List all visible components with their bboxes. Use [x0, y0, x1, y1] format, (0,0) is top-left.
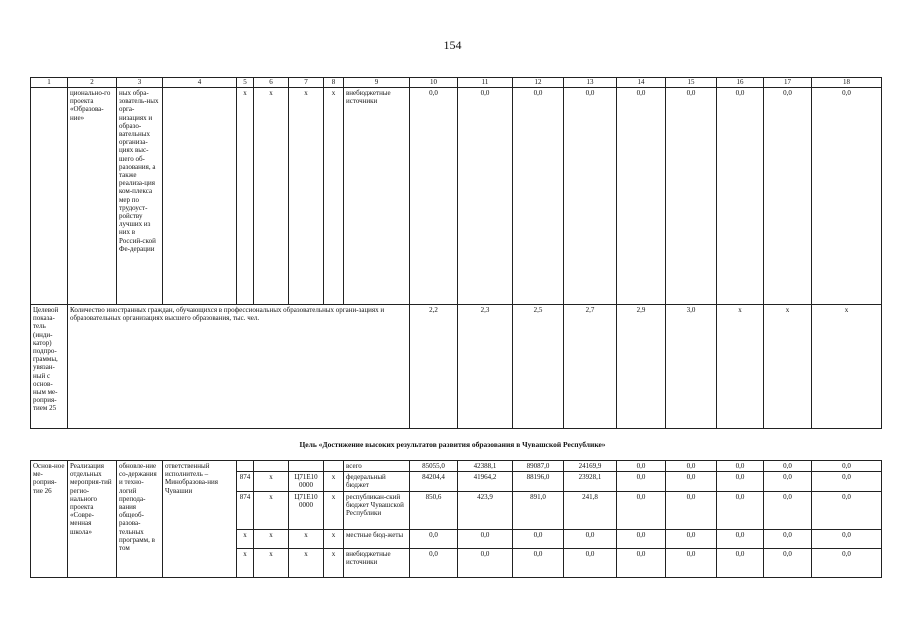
value-cell: 0,0 — [764, 529, 812, 548]
indicator-row — [31, 305, 882, 429]
value-cell: 0,0 — [717, 529, 764, 548]
col-header: 18 — [812, 78, 882, 88]
budget-table-bottom — [30, 460, 882, 578]
value-cell: 0,0 — [666, 88, 717, 305]
event-number-cell: Основ-ное ме-роприя-тие 26 — [31, 461, 68, 578]
cell: x — [254, 529, 289, 548]
value-cell: 0,0 — [458, 548, 513, 577]
value-cell: 0,0 — [458, 529, 513, 548]
col-header: 1 — [31, 78, 68, 88]
value-cell: 0,0 — [458, 88, 513, 305]
col-header: 15 — [666, 78, 717, 88]
cell — [254, 461, 289, 472]
value-cell: 23928,1 — [564, 472, 617, 491]
event-name-cell: Реализация отдельных мероприя-тий регио-нального проекта «Совре-менная школа» — [68, 461, 117, 578]
source-cell: республикан-ский бюджет Чувашской Республики — [344, 491, 410, 529]
value-cell: 0,0 — [764, 88, 812, 305]
cell-empty — [163, 88, 237, 305]
col-header: 13 — [564, 78, 617, 88]
col-header: 8 — [324, 78, 344, 88]
value-cell: 0,0 — [764, 472, 812, 491]
col-header: 5 — [237, 78, 254, 88]
cell: Ц71Е10 0000 — [289, 491, 324, 529]
cell: x — [237, 88, 254, 305]
value-cell: 85055,0 — [410, 461, 458, 472]
indicator-value: 3,0 — [666, 305, 717, 429]
value-cell: 0,0 — [666, 491, 717, 529]
value-cell: 0,0 — [564, 548, 617, 577]
value-cell: 24169,9 — [564, 461, 617, 472]
source-cell: внебюджетные источники — [344, 88, 410, 305]
indicator-text: Количество иностранных граждан, обучающихся в профессиональных образовательных органи-зациях и образовательных организациях высшего образования, тыс. чел. — [68, 305, 410, 429]
value-cell: 0,0 — [812, 529, 882, 548]
value-cell: 88196,0 — [513, 472, 564, 491]
indicator-value: x — [764, 305, 812, 429]
cell: 874 — [237, 472, 254, 491]
value-cell: 0,0 — [717, 88, 764, 305]
cell: x — [237, 548, 254, 577]
project-name-cell: ционально-го проекта «Образова-ние» — [68, 88, 117, 305]
source-cell: внебюджетные источники — [344, 548, 410, 577]
value-cell: 0,0 — [564, 529, 617, 548]
indicator-value: 2,9 — [617, 305, 666, 429]
indicator-value: x — [812, 305, 882, 429]
value-cell: 0,0 — [666, 548, 717, 577]
value-cell: 0,0 — [410, 88, 458, 305]
budget-table-top — [30, 77, 882, 429]
cell: x — [324, 88, 344, 305]
value-cell: 0,0 — [717, 548, 764, 577]
value-cell: 891,0 — [513, 491, 564, 529]
col-header: 14 — [617, 78, 666, 88]
source-cell: всего — [344, 461, 410, 472]
col-header: 10 — [410, 78, 458, 88]
value-cell: 423,9 — [458, 491, 513, 529]
cell: x — [254, 472, 289, 491]
task-cell: ных обра-зователь-ных орга-низациях и образо-вательных организа-циях выс-шего об-разования, а также реализа-ция ком-плекса мер по трудоуст-ройству лучших из них в Россий-ской Фе-дерации — [117, 88, 163, 305]
cell: x — [289, 88, 324, 305]
value-cell: 0,0 — [617, 461, 666, 472]
value-cell: 241,8 — [564, 491, 617, 529]
event-task-cell: обновле-ние со-держания и техно-логий препода-вания общеоб-разова-тельных программ, в том — [117, 461, 163, 578]
cell — [237, 461, 254, 472]
value-cell: 0,0 — [717, 472, 764, 491]
table-row — [31, 88, 882, 305]
cell: x — [324, 472, 344, 491]
indicator-value: x — [717, 305, 764, 429]
col-header: 11 — [458, 78, 513, 88]
value-cell: 0,0 — [764, 491, 812, 529]
value-cell: 0,0 — [410, 529, 458, 548]
col-header: 16 — [717, 78, 764, 88]
value-cell: 0,0 — [513, 88, 564, 305]
cell: x — [289, 529, 324, 548]
cell: x — [324, 491, 344, 529]
value-cell: 0,0 — [812, 461, 882, 472]
cell — [289, 461, 324, 472]
indicator-value: 2,3 — [458, 305, 513, 429]
value-cell: 0,0 — [617, 491, 666, 529]
column-number-row — [31, 78, 882, 88]
cell: Ц71Е10 0000 — [289, 472, 324, 491]
value-cell: 0,0 — [764, 548, 812, 577]
col-header: 17 — [764, 78, 812, 88]
cell: x — [237, 529, 254, 548]
source-cell: местные бюд-жеты — [344, 529, 410, 548]
value-cell: 0,0 — [617, 472, 666, 491]
goal-title: Цель «Достижение высоких результатов развития образования в Чувашской Республике» — [299, 440, 606, 449]
value-cell: 0,0 — [617, 88, 666, 305]
cell: 874 — [237, 491, 254, 529]
page-number: 154 — [443, 38, 462, 52]
col-header: 12 — [513, 78, 564, 88]
value-cell: 0,0 — [812, 88, 882, 305]
indicator-value: 2,2 — [410, 305, 458, 429]
col-header: 2 — [68, 78, 117, 88]
cell: x — [324, 548, 344, 577]
value-cell: 0,0 — [764, 461, 812, 472]
cell: x — [324, 529, 344, 548]
source-cell: федеральный бюджет — [344, 472, 410, 491]
col-header: 4 — [163, 78, 237, 88]
cell: x — [254, 548, 289, 577]
cell-empty — [31, 88, 68, 305]
table-row — [31, 461, 882, 472]
col-header: 9 — [344, 78, 410, 88]
value-cell: 84204,4 — [410, 472, 458, 491]
executor-cell: ответственный исполнитель – Минобразова-ния Чувашии — [163, 461, 237, 578]
value-cell: 0,0 — [617, 548, 666, 577]
value-cell: 41964,2 — [458, 472, 513, 491]
value-cell: 0,0 — [513, 529, 564, 548]
indicator-label: Целевой показа-тель (инди-катор) подпро-граммы, увязан-ный с основ-ным ме-роприя-тием 25 — [31, 305, 68, 429]
col-header: 3 — [117, 78, 163, 88]
indicator-value: 2,7 — [564, 305, 617, 429]
value-cell: 0,0 — [666, 472, 717, 491]
value-cell: 0,0 — [812, 472, 882, 491]
value-cell: 89087,0 — [513, 461, 564, 472]
value-cell: 0,0 — [410, 548, 458, 577]
value-cell: 42388,1 — [458, 461, 513, 472]
cell: x — [254, 491, 289, 529]
value-cell: 0,0 — [513, 548, 564, 577]
value-cell: 0,0 — [717, 491, 764, 529]
cell: x — [289, 548, 324, 577]
col-header: 7 — [289, 78, 324, 88]
cell: x — [254, 88, 289, 305]
col-header: 6 — [254, 78, 289, 88]
value-cell: 0,0 — [666, 529, 717, 548]
value-cell: 0,0 — [812, 491, 882, 529]
indicator-value: 2,5 — [513, 305, 564, 429]
value-cell: 0,0 — [617, 529, 666, 548]
value-cell: 0,0 — [812, 548, 882, 577]
cell — [324, 461, 344, 472]
value-cell: 0,0 — [564, 88, 617, 305]
value-cell: 0,0 — [666, 461, 717, 472]
value-cell: 850,6 — [410, 491, 458, 529]
value-cell: 0,0 — [717, 461, 764, 472]
